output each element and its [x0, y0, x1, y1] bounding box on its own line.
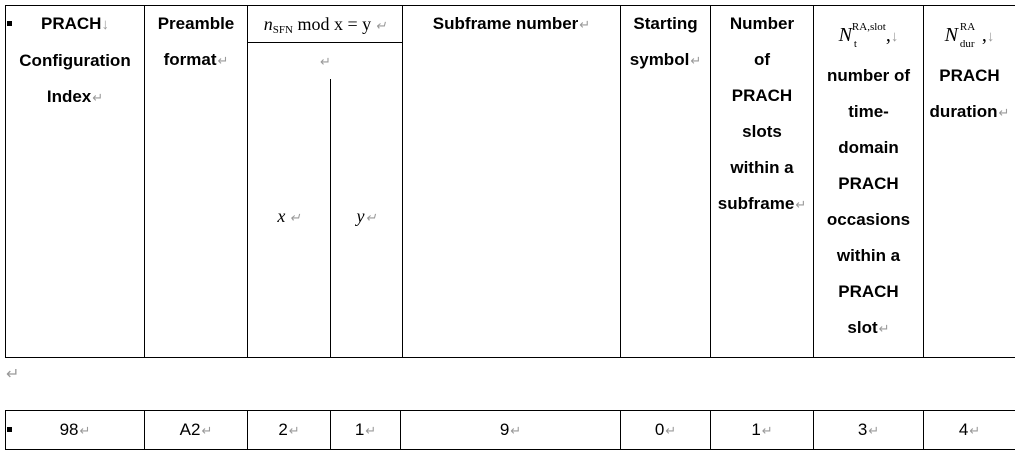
header-subframe-number: Subframe number↵ — [432, 14, 591, 33]
header-ndur-ra: N RA dur ,↓ PRACH duration↵ — [929, 21, 1010, 121]
header-bottom-border — [5, 357, 1015, 358]
cell-x: 2↵ — [278, 420, 300, 439]
cell-starting-symbol: 0↵ — [654, 420, 677, 439]
paragraph-mark-icon: ↵ — [6, 366, 20, 383]
cell-nt-ra-slot: 3↵ — [857, 420, 880, 439]
header-starting-symbol: Starting symbol↵ — [629, 14, 702, 69]
cell-prach-config-index: 98↵ — [59, 420, 91, 439]
header-x: x ↵ — [277, 206, 301, 226]
cell-y: 1↵ — [354, 420, 377, 439]
header-y: y↵ — [356, 206, 377, 226]
header-nsfn-mod: $n_{SFN}$ mod x = y ↵ — [263, 14, 387, 36]
header-nt-ra-slot: N RA,slot t ,↓ number of time- domain PRACH occasions within a PRACH slot↵ — [826, 21, 911, 337]
cell-preamble-format: A2↵ — [179, 420, 213, 439]
header-num-prach-slots: Number of PRACH slots within a subframe↵ — [717, 14, 807, 213]
col-border — [402, 5, 403, 358]
cell-num-prach-slots: 1↵ — [751, 420, 773, 439]
header-nsfn-blank: ↵ — [320, 54, 331, 69]
cell-ndur-ra: 4↵ — [958, 420, 981, 439]
row-bottom-border — [5, 449, 1015, 450]
cell-subframe-number: 9↵ — [499, 420, 522, 439]
header-prach-config-index: PRACH↓ Configuration Index↵ — [19, 14, 131, 106]
header-preamble-format: Preamble format↵ — [157, 14, 235, 69]
